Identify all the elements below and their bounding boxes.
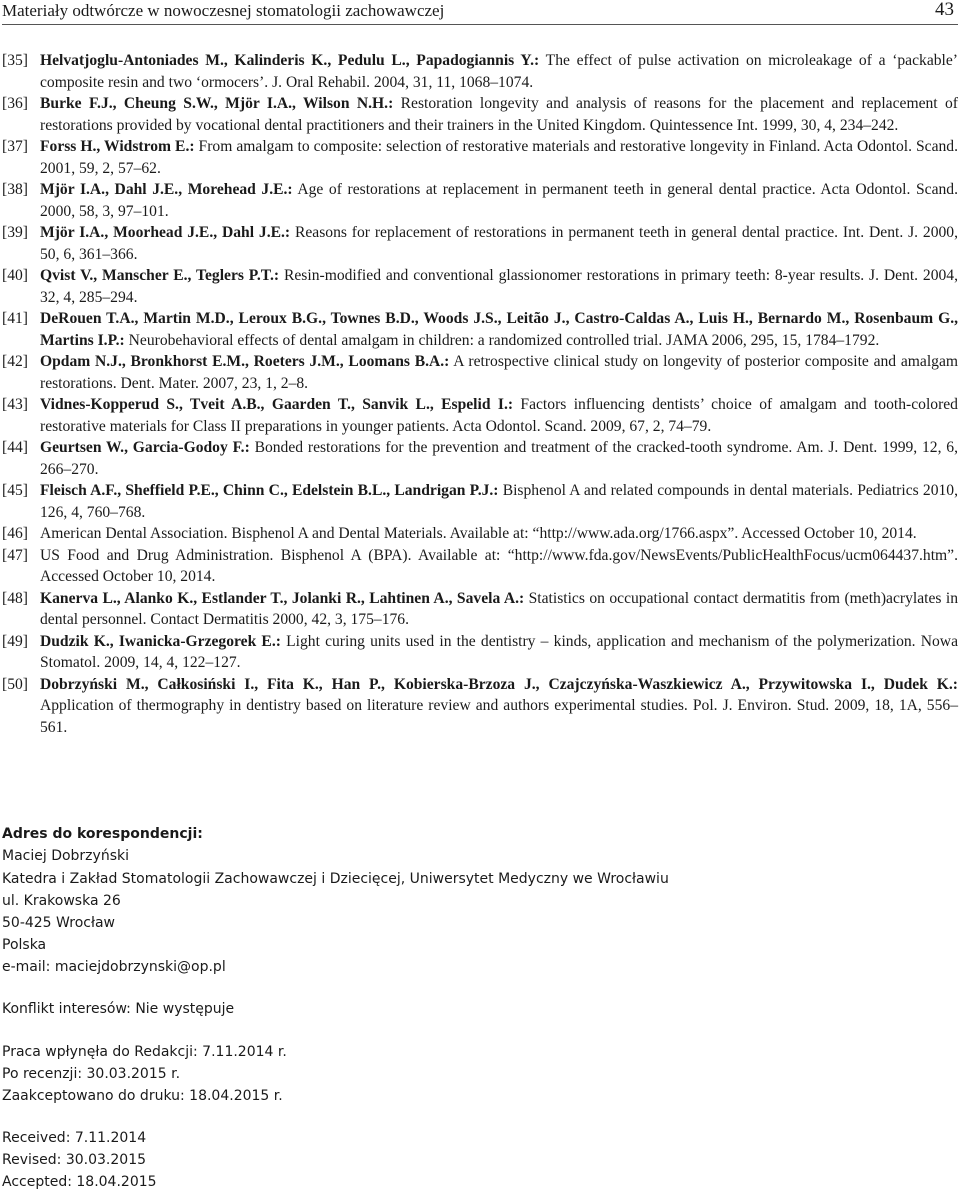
reference-authors: Vidnes-Kopperud S., Tveit A.B., Gaarden T., Sanvik L., Espelid I.: bbox=[40, 396, 514, 413]
reference-text: Factors influencing dentists’ choice of amalgam and tooth-colored restorative materials for Class II preparations in younger patients. Acta Odontol. Scand. 2009, 67, 2, 74–79. bbox=[40, 396, 958, 435]
reference-number: [38] bbox=[2, 181, 28, 198]
author-email: e-mail: maciejdobrzynski@op.pl bbox=[2, 959, 226, 975]
reference-text: Reasons for replacement of restorations in permanent teeth in general dental practice. Int. Dent. J. 2000, 50, 6, 361–366. bbox=[40, 224, 958, 263]
reference-authors: DeRouen T.A., Martin M.D., Leroux B.G., Townes B.D., Woods J.S., Leitão J., Castro-Caldas A., Luis H., Bernardo M., Rosenbaum G., Martins I.P.: bbox=[40, 310, 958, 349]
reference-number: [42] bbox=[2, 353, 28, 370]
reference-item bbox=[2, 674, 958, 739]
reference-item bbox=[2, 265, 958, 308]
reference-item bbox=[2, 523, 958, 545]
reference-authors: Forss H., Widstrom E.: bbox=[40, 138, 195, 155]
reference-number: [50] bbox=[2, 675, 28, 693]
author-department: Katedra i Zakład Stomatologii Zachowawczej i Dziecięcej, Uniwersytet Medyczny we Wrocławiu bbox=[2, 871, 669, 887]
reference-text: Age of restorations at replacement in permanent teeth in general dental practice. Acta Odontol. Scand. 2000, 58, 3, 97–101. bbox=[40, 181, 958, 220]
reference-text: From amalgam to composite: selection of restorative materials and restorative longevity in Finland. Acta Odontol. Scand. 2001, 59, 2, 57–62. bbox=[40, 138, 959, 177]
reference-text: Neurobehavioral effects of dental amalgam in children: a randomized controlled trial. JAMA 2006, 295, 15, 1784–1792. bbox=[124, 331, 880, 349]
reference-item bbox=[2, 588, 958, 631]
reference-authors: Mjör I.A., Dahl J.E., Morehead J.E.: bbox=[40, 181, 293, 198]
reference-number: [48] bbox=[2, 589, 28, 607]
reference-item bbox=[2, 351, 958, 394]
reference-text: A retrospective clinical study on longevity of posterior composite and amalgam restorations. Dent. Mater. 2007, 23, 1, 2–8. bbox=[40, 353, 958, 392]
reference-number: [43] bbox=[2, 396, 28, 413]
reference-number: [45] bbox=[2, 482, 28, 499]
reference-number: [40] bbox=[2, 267, 28, 284]
reference-text: Statistics on occupational contact dermatitis from (meth)acrylates in dental personnel. Contact Dermatitis 2000, 42, 3, 175–176. bbox=[40, 589, 959, 628]
reference-authors: Fleisch A.F., Sheffield P.E., Chinn C., Edelstein B.L., Landrigan P.J.: bbox=[40, 482, 499, 499]
journal-section-title: Materiały odtwórcze w nowoczesnej stomatologii zachowawczej bbox=[2, 1, 445, 20]
reference-authors: Opdam N.J., Bronkhorst E.M., Roeters J.M., Loomans B.A.: bbox=[40, 353, 450, 370]
reference-authors: Dudzik K., Iwanicka-Grzegorek E.: bbox=[40, 632, 281, 650]
reference-text: Light curing units used in the dentistry – kinds, application and mechanism of the polymerization. Nowa Stomatol. 2009, 14, 4, 122–127. bbox=[40, 632, 958, 671]
address-street: ul. Krakowska 26 bbox=[2, 893, 121, 909]
reference-item bbox=[2, 437, 958, 480]
address-country: Polska bbox=[2, 937, 47, 953]
running-header bbox=[2, 0, 958, 25]
reference-item bbox=[2, 50, 958, 93]
reference-text: Restoration longevity and analysis of reasons for the placement and replacement of restorations provided by vocational dental practitioners and their trainers in the United Kingdom. Quintessence Int. 1999, 30, 4, 234–242. bbox=[40, 95, 958, 134]
reference-list bbox=[2, 50, 958, 738]
reference-number: [39] bbox=[2, 224, 28, 241]
reference-item bbox=[2, 480, 958, 523]
reference-item bbox=[2, 93, 958, 136]
reference-authors: Geurtsen W., Garcia-Godoy F.: bbox=[40, 439, 250, 456]
reference-item bbox=[2, 136, 958, 179]
reference-authors: Qvist V., Manscher E., Teglers P.T.: bbox=[40, 267, 280, 284]
correspondence-heading: Adres do korespondencji: bbox=[2, 826, 203, 842]
reference-number: [46] bbox=[2, 525, 28, 542]
reference-item bbox=[2, 222, 958, 265]
reference-text: Bisphenol A and related compounds in dental materials. Pediatrics 2010, 126, 4, 760–768. bbox=[40, 482, 958, 521]
reference-item bbox=[2, 631, 958, 674]
reference-authors: Kanerva L., Alanko K., Estlander T., Jolanki R., Lahtinen A., Savela A.: bbox=[40, 589, 525, 607]
reference-text: Bonded restorations for the prevention and treatment of the cracked-tooth syndrome. Am. J. Dent. 1999, 12, 6, 266–270. bbox=[40, 439, 958, 478]
reference-authors: Dobrzyński M., Całkosiński I., Fita K., Han P., Kobierska-Brzoza J., Czajczyńska-Waszkiewicz A., Przywitowska I., Dudek K.: bbox=[40, 675, 958, 693]
page-number: 43 bbox=[935, 0, 954, 20]
revised-date-pl: Po recenzji: 30.03.2015 r. bbox=[2, 1066, 181, 1082]
reference-authors: Burke F.J., Cheung S.W., Mjör I.A., Wilson N.H.: bbox=[40, 95, 394, 112]
reference-number: [47] bbox=[2, 546, 28, 564]
reference-item bbox=[2, 179, 958, 222]
accepted-date-pl: Zaakceptowano do druku: 18.04.2015 r. bbox=[2, 1088, 283, 1104]
reference-text: Resin-modified and conventional glassionomer restorations in primary teeth: 8-year results. J. Dent. 2004, 32, 4, 285–294. bbox=[40, 267, 958, 306]
address-city: 50-425 Wrocław bbox=[2, 915, 115, 931]
reference-authors: Mjör I.A., Moorhead J.E., Dahl J.E.: bbox=[40, 224, 291, 241]
conflict-of-interest: Konflikt interesów: Nie występuje bbox=[2, 1001, 235, 1017]
received-date-pl: Praca wpłynęła do Redakcji: 7.11.2014 r. bbox=[2, 1044, 287, 1060]
reference-text: The effect of pulse activation on microleakage of a ‘packable’ composite resin and two ‘ormocers’. J. Oral Rehabil. 2004, 31, 11, 1068–1074. bbox=[40, 52, 958, 91]
revised-date-en: Revised: 30.03.2015 bbox=[2, 1152, 147, 1168]
reference-item bbox=[2, 308, 958, 351]
reference-text: US Food and Drug Administration. Bisphenol A (BPA). Available at: “http://www.fda.gov/NewsEvents/PublicHealthFocus/ucm064437.htm”. Accessed October 10, 2014. bbox=[40, 546, 958, 585]
reference-item bbox=[2, 545, 958, 588]
reference-text: American Dental Association. Bisphenol A and Dental Materials. Available at: “http://www.ada.org/1766.aspx”. Accessed October 10, 2014. bbox=[40, 525, 917, 542]
reference-number: [35] bbox=[2, 52, 28, 69]
received-date-en: Received: 7.11.2014 bbox=[2, 1130, 147, 1146]
reference-number: [49] bbox=[2, 632, 28, 650]
reference-number: [36] bbox=[2, 95, 28, 112]
reference-number: [41] bbox=[2, 310, 28, 327]
reference-number: [37] bbox=[2, 138, 28, 155]
reference-number: [44] bbox=[2, 439, 28, 456]
reference-authors: Helvatjoglu-Antoniades M., Kalinderis K., Pedulu L., Papadogiannis Y.: bbox=[40, 52, 540, 69]
reference-item bbox=[2, 394, 958, 437]
author-name: Maciej Dobrzyński bbox=[2, 848, 129, 864]
accepted-date-en: Accepted: 18.04.2015 bbox=[2, 1174, 157, 1190]
reference-text: Application of thermography in dentistry based on literature review and authors experimental studies. Pol. J. Environ. Stud. 2009, 18, 1A, 556–561. bbox=[40, 697, 958, 736]
